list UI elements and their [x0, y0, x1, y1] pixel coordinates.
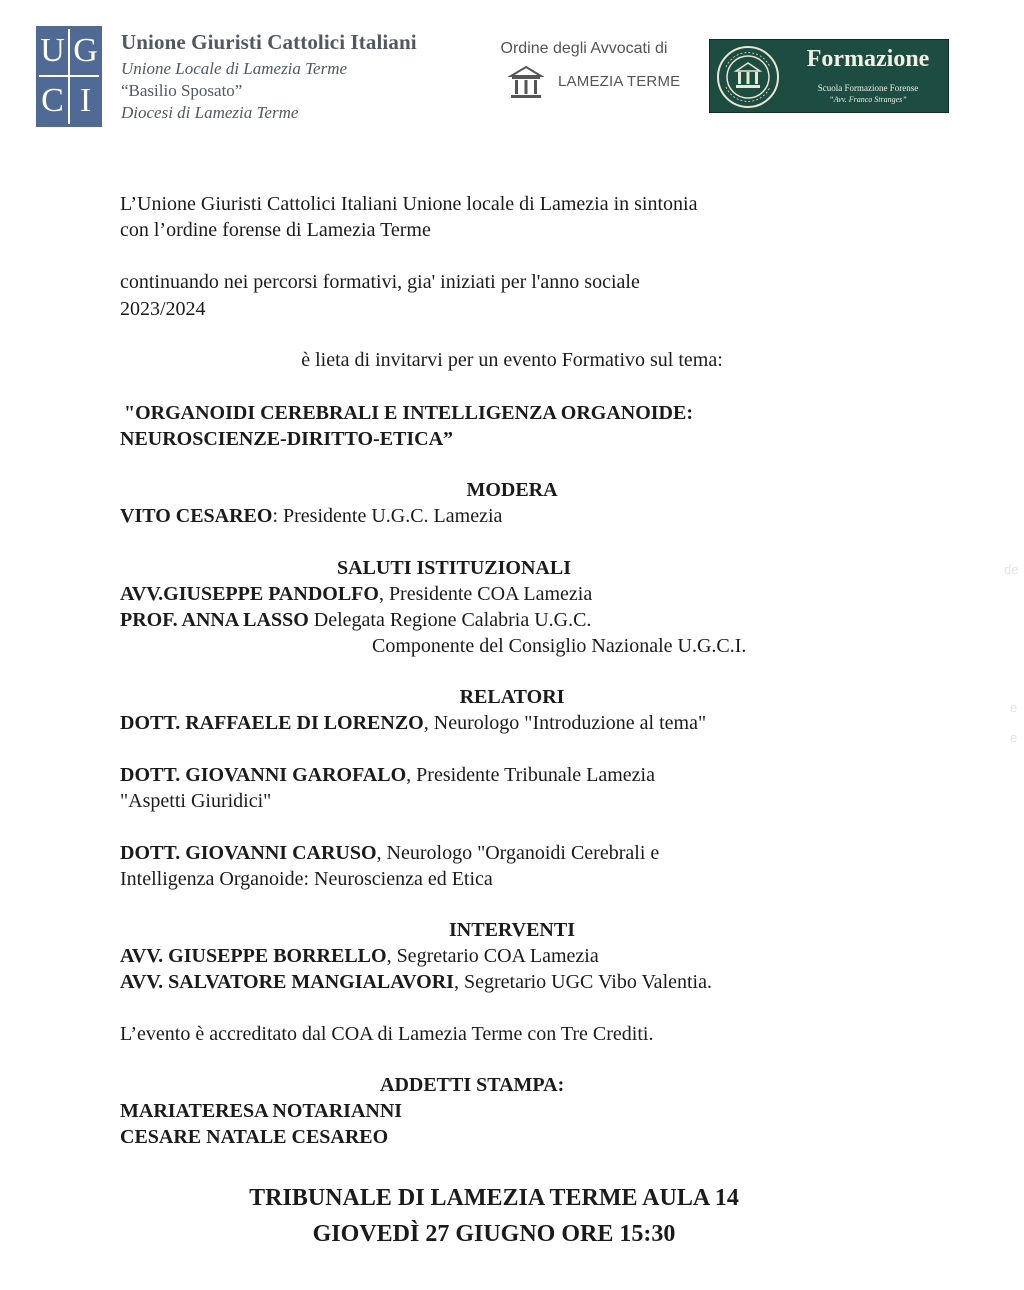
ugci-logo — [36, 26, 102, 127]
intervento-1-name: AVV. GIUSEPPE BORRELLO — [120, 945, 387, 967]
accreditation-note: L’evento è accreditato dal COA di Lamezia Terme con Tre Crediti. — [120, 1023, 654, 1045]
ugci-diocese: Diocesi di Lamezia Terme — [121, 103, 299, 122]
logo-letter-c: C — [41, 82, 64, 119]
relatore-3-role: , Neurologo "Organoidi Cerebrali e — [376, 842, 660, 864]
intervento-2 — [120, 969, 712, 995]
stampa-name-2: CESARE NATALE CESAREO — [120, 1126, 389, 1148]
logo-letter-u: U — [40, 32, 65, 69]
formazione-dedication: “Avv. Franco Stranges” — [829, 95, 907, 104]
moderator-role: : Presidente U.G.C. Lamezia — [272, 505, 503, 527]
intro-line-2: con l’ordine forense di Lamezia Terme — [120, 219, 431, 241]
relatore-2-role: , Presidente Tribunale Lamezia — [406, 764, 655, 786]
courthouse-icon — [508, 64, 544, 100]
venue-place: TRIBUNALE DI LAMEZIA TERME AULA 14 — [249, 1185, 739, 1211]
saluti-speaker-2-role-continued: Componente del Consiglio Nazionale U.G.C.I. — [372, 635, 747, 657]
relatore-3-topic: Intelligenza Organoide: Neuroscienza ed Etica — [120, 868, 493, 890]
stampa-name-1: MARIATERESA NOTARIANNI — [120, 1100, 403, 1122]
modera-heading: MODERA — [466, 479, 558, 501]
intervento-2-name: AVV. SALVATORE MANGIALAVORI — [120, 971, 454, 993]
ugci-local-union: Unione Locale di Lamezia Terme — [121, 59, 348, 78]
logo-divider-horizontal — [39, 75, 99, 77]
theme-title-line-2: NEUROSCIENZE-DIRITTO-ETICA” — [120, 428, 454, 450]
relatore-2 — [120, 762, 655, 788]
relatore-3-name: DOTT. GIOVANNI CARUSO — [120, 842, 377, 864]
intro-year: 2023/2024 — [120, 298, 206, 320]
ordine-title: Ordine degli Avvocati di — [500, 40, 668, 57]
formazione-subtitle: Scuola Formazione Forense — [817, 83, 919, 93]
relatore-1-name: DOTT. RAFFAELE DI LORENZO — [120, 712, 424, 734]
intervento-1-role: , Segretario COA Lamezia — [386, 945, 599, 967]
intro-line-1: L’Unione Giuristi Cattolici Italiani Unione locale di Lamezia in sintonia — [120, 193, 698, 215]
relatore-2-topic: "Aspetti Giuridici" — [120, 790, 272, 812]
ugci-header-text — [121, 30, 417, 124]
saluti-speaker-1-role: , Presidente COA Lamezia — [378, 583, 593, 605]
edge-mark-1: de — [1004, 562, 1019, 577]
saluti-speaker-2-role: Delegata Regione Calabria U.G.C. — [308, 609, 592, 631]
logo-letter-i: I — [79, 82, 92, 119]
ugci-named-after: “Basilio Sposato” — [121, 81, 243, 100]
relatore-3 — [120, 840, 659, 866]
saluti-speaker-1-name: AVV.GIUSEPPE PANDOLFO — [120, 583, 379, 605]
ordine-avvocati-logo — [478, 40, 690, 100]
intervento-2-role: , Segretario UGC Vibo Valentia. — [453, 971, 712, 993]
venue-datetime: GIOVEDÌ 27 GIUGNO ORE 15:30 — [312, 1221, 676, 1247]
relatore-2-name: DOTT. GIOVANNI GAROFALO — [120, 764, 407, 786]
relatore-1-role: , Neurologo "Introduzione al tema" — [423, 712, 707, 734]
saluti-speaker-1 — [120, 581, 592, 607]
logo-letter-g: G — [73, 32, 98, 69]
edge-mark-3: e — [1010, 730, 1018, 745]
saluti-speaker-2 — [120, 607, 591, 633]
ordine-city: LAMEZIA TERME — [558, 73, 681, 90]
moderator-name: VITO CESAREO — [120, 505, 273, 527]
formazione-logo — [709, 39, 949, 113]
invite-line: è lieta di invitarvi per un evento Formativo sul tema: — [301, 349, 723, 371]
moderator-line — [120, 503, 502, 529]
saluti-speaker-2-name: PROF. ANNA LASSO — [120, 609, 309, 631]
edge-mark-2: e — [1010, 700, 1018, 715]
ugci-title: Unione Giuristi Cattolici Italiani — [121, 30, 417, 54]
ordine-avvocati-seal-icon — [716, 45, 780, 109]
saluti-heading: SALUTI ISTITUZIONALI — [337, 557, 571, 579]
stampa-heading: ADDETTI STAMPA: — [380, 1074, 565, 1096]
formazione-title: Formazione — [806, 46, 930, 72]
interventi-heading: INTERVENTI — [449, 919, 575, 941]
relatore-1 — [120, 710, 706, 736]
relatori-heading: RELATORI — [459, 686, 565, 708]
theme-title-line-1: "ORGANOIDI CEREBRALI E INTELLIGENZA ORGANOIDE: — [124, 402, 693, 424]
intro-line-3: continuando nei percorsi formativi, gia' iniziati per l'anno sociale — [120, 271, 640, 293]
intervento-1 — [120, 943, 599, 969]
